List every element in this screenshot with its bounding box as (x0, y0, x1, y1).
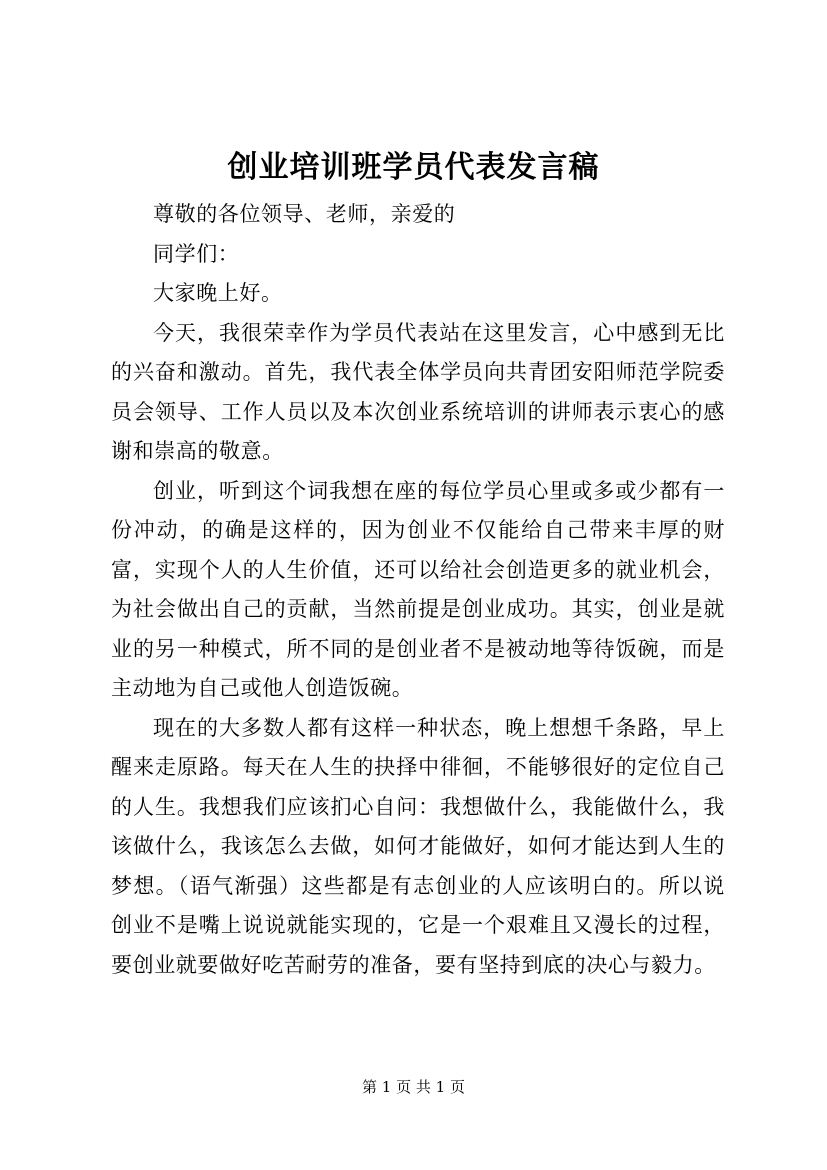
thanks-paragraph: 今天，我很荣幸作为学员代表站在这里发言，心中感到无比的兴奋和激动。首先，我代表全体学员向共青团安阳师范学院委员会领导、工作人员以及本次创业系统培训的讲师表示衷心的感谢和崇高的敬意。 (111, 320, 725, 463)
salutation-line-1: 尊敬的各位领导、老师，亲爱的 (153, 202, 456, 226)
page-number-footer: 第 1 页 共 1 页 (362, 1078, 465, 1096)
entrepreneurship-paragraph: 创业，听到这个词我想在座的每位学员心里或多或少都有一份冲动，的确是这样的，因为创业不仅能给自己带来丰厚的财富，实现个人的人生价值，还可以给社会创造更多的就业机会，为社会做出自己的贡献，当然前提是创业成功。其实，创业是就业的另一种模式，所不同的是创业者不是被动地等待饭碗，而是主动地为自己或他人创造饭碗。 (111, 478, 725, 700)
document-title: 创业培训班学员代表发言稿 (227, 150, 600, 185)
greeting-paragraph: 大家晚上好。 (153, 281, 283, 305)
salutation-line-2: 同学们： (153, 241, 240, 266)
document-body (111, 195, 725, 985)
reflection-paragraph: 现在的大多数人都有这样一种状态，晚上想想千条路，早上醒来走原路。每天在人生的抉择中徘徊，不能够很好的定位自己的人生。我想我们应该扪心自问：我想做什么，我能做什么，我该做什么，我该怎么去做，如何才能做好，如何才能达到人生的梦想。（语气渐强）这些都是有志创业的人应该明白的。所以说创业不是嘴上说说就能实现的，它是一个艰难且又漫长的过程，要创业就要做好吃苦耐劳的准备，要有坚持到底的决心与毅力。 (111, 715, 725, 977)
